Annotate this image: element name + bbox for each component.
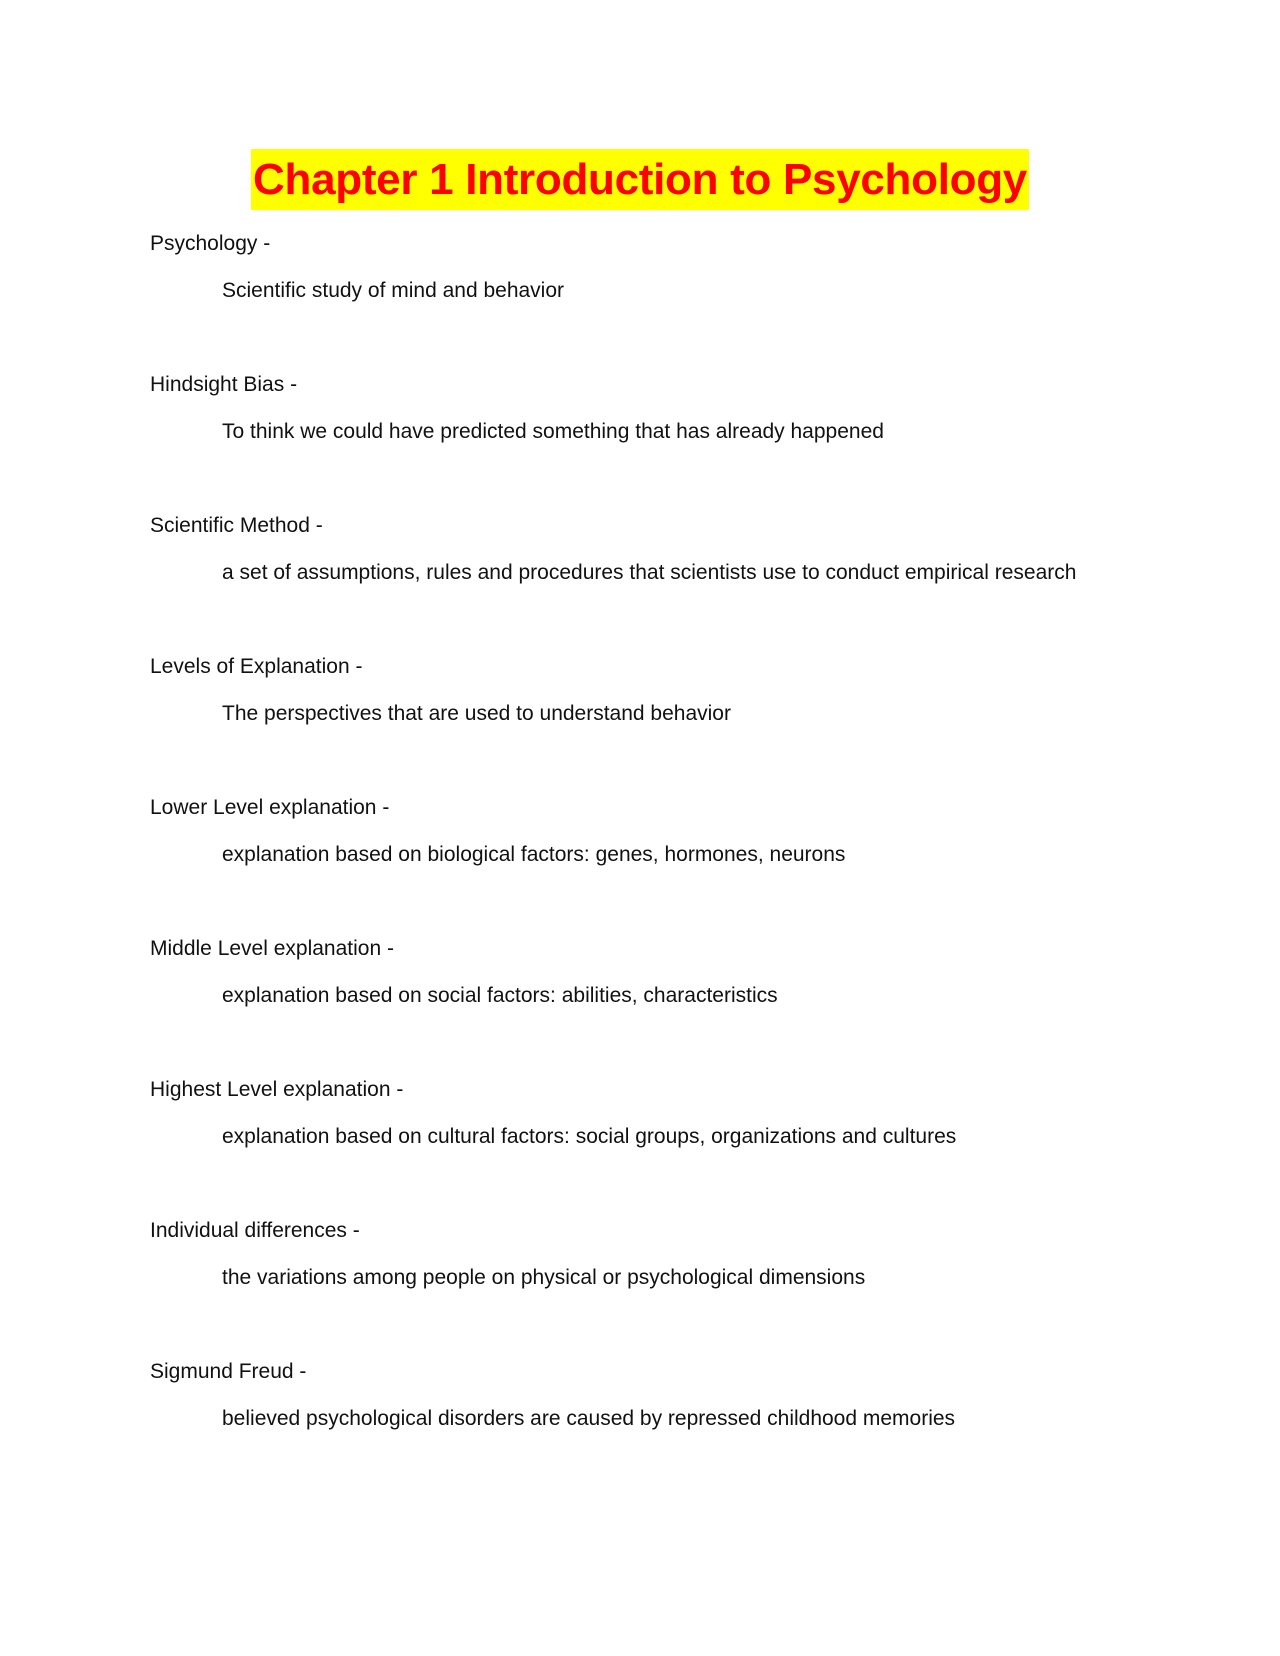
term: Psychology - <box>150 232 271 255</box>
term: Hindsight Bias - <box>150 373 298 396</box>
definition: To think we could have predicted something that has already happened <box>222 420 884 443</box>
page-title: Chapter 1 Introduction to Psychology <box>251 149 1029 210</box>
term: Highest Level explanation - <box>150 1078 404 1101</box>
term: Sigmund Freud - <box>150 1360 307 1383</box>
term: Individual differences - <box>150 1219 360 1242</box>
term: Levels of Explanation - <box>150 655 363 678</box>
term: Middle Level explanation - <box>150 937 394 960</box>
definition: The perspectives that are used to understand behavior <box>222 702 731 725</box>
definition: explanation based on social factors: abilities, characteristics <box>222 984 778 1007</box>
definition: Scientific study of mind and behavior <box>222 279 565 302</box>
glossary-entry <box>150 230 1150 371</box>
term: Lower Level explanation - <box>150 796 390 819</box>
definition: believed psychological disorders are caused by repressed childhood memories <box>222 1407 956 1430</box>
glossary-entry <box>150 371 1150 512</box>
title-container <box>0 149 1280 210</box>
glossary-entry <box>150 935 1150 1076</box>
glossary-list <box>150 230 1150 1499</box>
glossary-entry <box>150 1217 1150 1358</box>
glossary-entry <box>150 1076 1150 1217</box>
glossary-entry <box>150 653 1150 794</box>
term: Scientific Method - <box>150 514 323 537</box>
glossary-entry <box>150 512 1150 653</box>
definition: the variations among people on physical or psychological dimensions <box>222 1266 866 1289</box>
glossary-entry <box>150 1358 1150 1499</box>
definition: a set of assumptions, rules and procedures that scientists use to conduct empirical research <box>222 561 1077 584</box>
glossary-entry <box>150 794 1150 935</box>
definition: explanation based on cultural factors: social groups, organizations and cultures <box>222 1125 957 1148</box>
definition: explanation based on biological factors: genes, hormones, neurons <box>222 843 846 866</box>
